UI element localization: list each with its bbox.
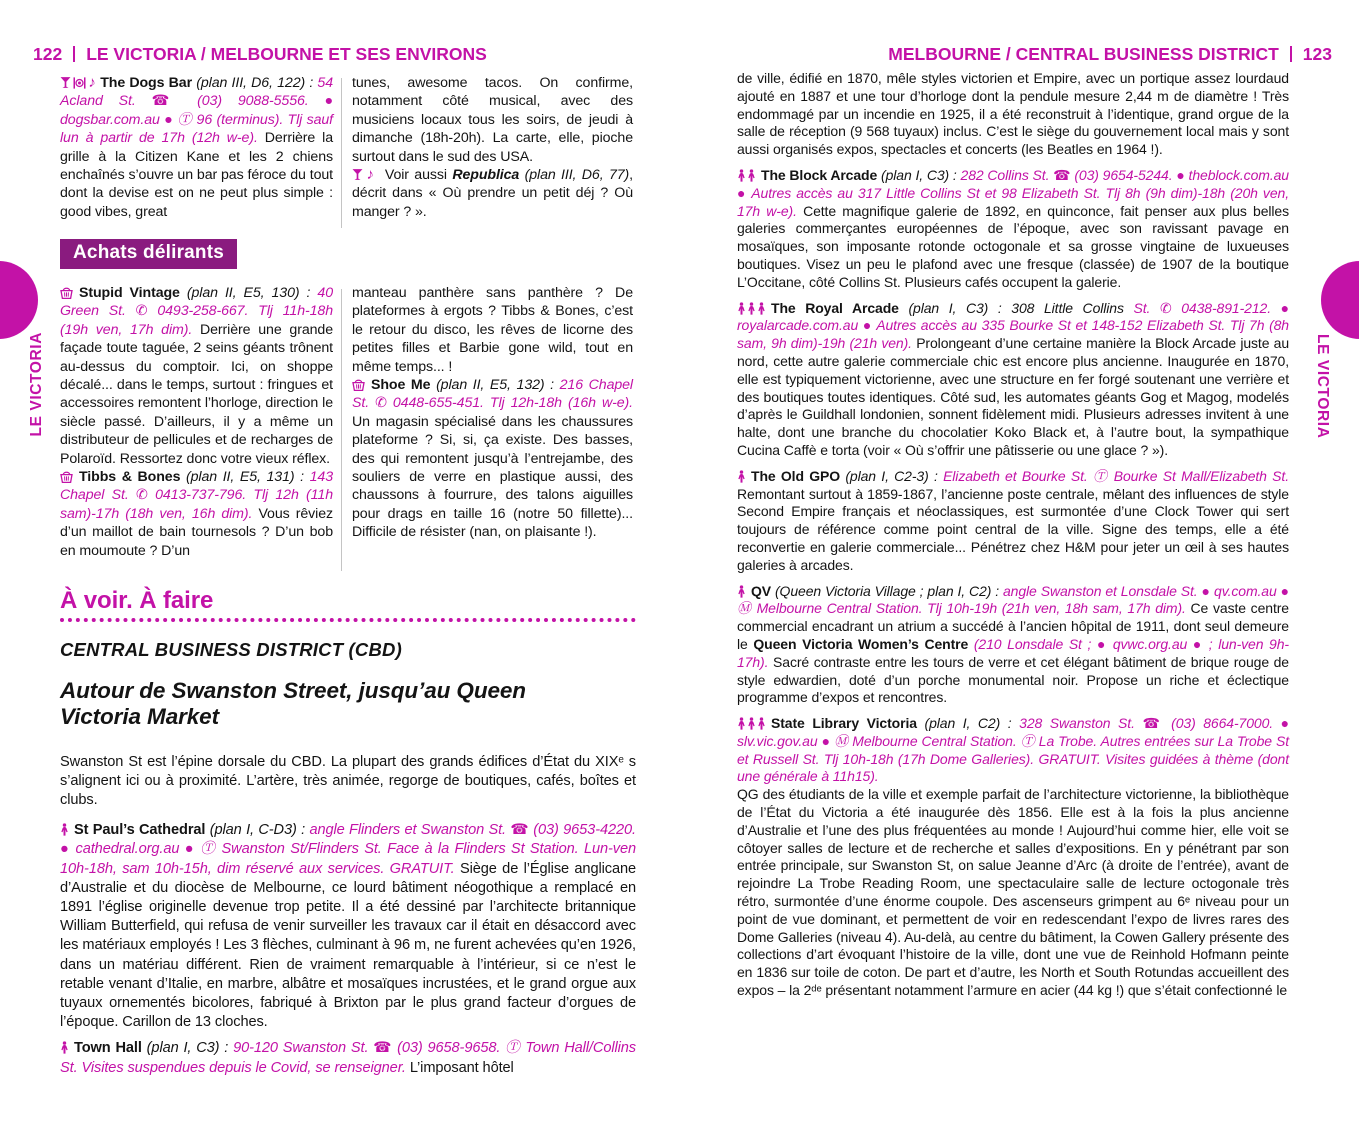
entry-icons: [60, 469, 75, 485]
entry-contact-info: 328 Swanston St. ☎ (03) 8664-7000. ● slv.vic.gov.au ● Ⓜ Melbourne Central Station. Ⓣ La Trobe. Autres entrées sur La Trobe St et Russell St. Tlj 10h-18h (17h Dome Galleries). GRATUIT. Visites guidées à thème (dont une générale à 11h15).: [737, 715, 1290, 785]
entry-description: Vous rêviez d’un maillot de bain tournesols ? D’un bob en moumoute ? D’un: [60, 505, 333, 559]
entry-shoe-me: [352, 376, 633, 542]
right-edge-tab: [1321, 261, 1359, 339]
entry-icons: [352, 377, 367, 393]
section-heading-a-voir-a-faire: À voir. À faire: [60, 587, 214, 614]
entry-icons: [737, 300, 767, 316]
entry-name: The Dogs Bar: [100, 75, 197, 91]
entry-icons: [737, 583, 747, 599]
person-icon: [737, 169, 746, 182]
entry-description: Cette magnifique galerie de 1892, en quinconce, fait penser aux plus belles galeries commerçantes européennes de l’époque, avec son ravissant pavage en mosaïques, son imposante rotonde octogonale et sa grosse vingtaine de luxueuses boutiques. Visez un peu le plafond avec une fresque (classée) de 1907 de la boutique L’Occitane, côté Collins St. Plusieurs cafés occupent la galerie.: [737, 202, 1289, 290]
bar-icon: [60, 76, 71, 89]
column-divider: [341, 78, 342, 228]
right-page-number: 123: [1302, 44, 1332, 64]
entry-plan: (plan I, C-D3) :: [209, 822, 310, 839]
entry-name: The Royal Arcade: [771, 299, 909, 316]
person-icon: [747, 717, 756, 730]
entry-description: Prolongeant d’une certaine manière la Block Arcade juste au nord, cette autre galerie commerciale chic est encore plus ancienne. Inaugurée en 1870, elle est typiquement victorienne, avec une structure en fer forgé soutenant une verrière et des boutiques toutes identiques. Côté sud, les automates géants Gog et Magog, modelés d’après le Guildhall londonien, sonnent fidèlement midi. Plusieurs adresses invitent à une halte, dont une branche du chocolatier Koko Black et, à l’autre bout, la sympathique Cucina Caffè e torta (voir « Où s’offrir une pâtisserie ou une glace ? »).: [737, 335, 1290, 458]
tibbs-bones-continuation: manteau panthère sans panthère ? De plateformes à ergots ? Tibbs & Bones, c’est le retour du disco, les rêves de licorne des petites filles et Barbie gone wild, tout en même temps... !: [352, 285, 633, 375]
entry-plan: (plan I, C3) : 308 Little Collins: [908, 299, 1134, 316]
person-icon: [757, 717, 766, 730]
entry-republica: [352, 166, 633, 221]
entry-icons: [737, 167, 757, 183]
entry-plan: (plan I, C3) :: [146, 1040, 234, 1057]
entry-contact-info: Elizabeth et Bourke St. Ⓣ Bourke St Mall/Elizabeth St.: [943, 467, 1289, 484]
bar-icon: [352, 168, 363, 181]
entry-icons: [352, 167, 375, 183]
see-also-rest: , décrit dans « Où prendre un petit déj ? Où manger ? ».: [352, 167, 633, 220]
section-banner-achats-delirants: Achats délirants: [60, 239, 237, 269]
entry-contact-info: 282 Collins St. ☎ (03) 9654-5244. ● theblock.com.au ● Autres accès au 317 Little Collins St et 98 Elizabeth St. Tlj 8h (9h dim)-18h (20h ven, 17h w-e).: [737, 166, 1289, 219]
left-page-column1-shopping: [60, 284, 333, 560]
entry-plan: (plan II, E5, 130) :: [186, 285, 318, 301]
entry-contact-info: 143 Chapel St. ✆ 0413-737-796. Tlj 12h (11h sam)-17h (18h ven, 16h dim).: [60, 469, 333, 522]
right-page-header-title: MELBOURNE / CENTRAL BUSINESS DISTRICT: [888, 44, 1279, 64]
left-page-number: 122: [33, 44, 63, 64]
entry-icons: [737, 468, 747, 484]
entry-description: Derrière une grande façade toute taguée, 2 seins géants trônent au-dessus du comptoir. Ici, on shoppe décalé... dans le temps, surtout : fringues et accessoires remontent l’horloge, direction le siècle passé. D’ailleurs, il y a même un distributeur de pellicules et de recharges de Polaroïd. Ressortez donc votre vieux réflex.: [60, 321, 333, 467]
entry-old-gpo: [737, 468, 1289, 575]
entry-description: Ce vaste centre commercial encadrant un atrium a succédé à l’ancien hôpital de 1911, dont seul demeure le: [737, 600, 1289, 652]
entry-icons: [60, 822, 70, 838]
shopping-icon: [60, 470, 73, 483]
entry-icons: [737, 715, 767, 731]
left-page-column1-top: [60, 74, 333, 221]
entry-plan: (Queen Victoria Village ; plan I, C2) :: [775, 582, 1003, 599]
person-icon: [60, 1041, 69, 1054]
entry-plan: (plan III, D6, 122) :: [196, 75, 318, 91]
entry-name: St Paul’s Cathedral: [74, 822, 210, 839]
entry-name: Town Hall: [74, 1040, 147, 1057]
header-separator: [73, 46, 75, 62]
entry-icons: [60, 1040, 70, 1056]
entry-contact-info: 216 Chapel St. ✆ 0448-655-451. Tlj 12h-18h (16h w-e).: [352, 377, 633, 412]
entry-st-pauls-cathedral: [60, 821, 636, 1032]
district-heading: CENTRAL BUSINESS DISTRICT (CBD): [60, 639, 402, 660]
entry-description: L’imposant hôtel: [405, 1059, 514, 1076]
left-page-main-section: [60, 588, 636, 1078]
restaurant-icon: [73, 77, 86, 89]
entry-dogs-bar: [60, 74, 333, 221]
district-intro: Swanston St est l’épine dorsale du CBD. La plupart des grands édifices d’État du XIXᵉ s s’alignent ici ou à proximité. L’artère, très animée, regorge de boutiques, cafés, boîtes et clubs.: [60, 753, 636, 808]
entry-description: Siège de l’Église anglicane d’Australie et du diocèse de Melbourne, ce lourd bâtiment néogothique a remplacé en 1891 l’église originelle devenue trop petite. Il a été dessiné par l’architecte britannique William Butterfield, qui refusa de venir surveiller les travaux car il était en désaccord avec les matériaux employés ! Les 3 flèches, culminant à 96 m, ne furent achevées qu’en 1926, dans un matériau différent. Rien de vraiment remarquable à l’intérieur, si ce n’est le retable venant d’Italie, en marbre, albâtre et mosaïques incrustées, et le grand orgue aux tuyaux ornementés bicolores, fabriqué à Brixton par le plus grand facteur d’orgues de l’époque. Carillon de 13 cloches.: [60, 860, 636, 1031]
person-icon: [737, 585, 746, 598]
entry-plan: (plan I, C3) :: [881, 166, 961, 183]
right-region-tab-label: LE VICTORIA: [1314, 334, 1331, 439]
entry-plan: (plan II, E5, 132) :: [436, 377, 560, 394]
person-icon: [737, 717, 746, 730]
music-icon: ♪: [88, 74, 97, 91]
entry-contact-info: 54 Acland St. ☎ (03) 9088-5556. ● dogsbar.com.au ● Ⓣ 96 (terminus). Tlj sauf lun à partir de 17h (12h w-e).: [60, 75, 334, 147]
person-icon: [60, 823, 69, 836]
area-heading: Autour de Swanston Street, jusqu’au Queen Victoria Market: [60, 678, 526, 729]
entry-description: Un magasin spécialisé dans les chaussures plateforme ? Si, si, ça existe. Des basses, des qui remontent jusqu’à l’entrejambe, des souliers de verre en plastique aussi, des chaussons à fourrure, des talons aiguilles pour drags en taille 16 (notre 50 fillette)... Difficile de résister (nan, on plaisante !).: [352, 413, 633, 541]
entry-description: Remontant surtout à 1859-1867, l’ancienne poste centrale, mêlant des influences de style Second Empire français et néoclassiques, est surmontée d’une Clock Tower qui sert toujours de référence comme point central de la ville. Signe des temps, elle a été reconvertie en galerie commerciale... Pénétrez chez H&M pour jeter un œil à ses hautes galeries à arcades.: [737, 485, 1289, 573]
left-region-tab-label: LE VICTORIA: [28, 332, 45, 437]
right-page-main: [737, 70, 1289, 1000]
person-icon: [757, 302, 766, 315]
entry-icons: [60, 285, 75, 301]
entry-name: The Old GPO: [751, 467, 846, 484]
state-library-description: QG des étudiants de la ville et exemple parfait de l’architecture victorienne, la bibliothèque de l’État du Victoria a été inaugurée dès 1856. Elle est à la fois la plus ancienne d’Australie et l’une des plus fréquentées au monde ! Aujourd’hui comme hier, elle voit se côtoyer salles de lecture et de recherche et salles d’expositions. En y pénétrant par son entrée principale, sur Swanston St, on salue Jeanne d’Arc (à droite de l’entrée), avant de rejoindre La Trobe Reading Room, une spectaculaire salle de lecture octogonale très rétro, surmontée d’une énorme coupole. Des ascenseurs grimpent au 6ᵉ niveau pour un point de vue dominant, et permettent de voir en redescendant l’expo de livres rares des Dome Galleries (niveau 4). Au-delà, au centre du bâtiment, la Cowen Gallery présente des collections d’art évoquant l’histoire de la ville, dont une vue de Reinhold Hofmann peinte en 1836 sur toile de coton. De part et d’autre, les North et South Rotundas accueillent des expos – la 2ᵈᵉ présentant notamment l’armure en acier (44 kg !) que s’était confectionné le: [737, 786, 1289, 999]
entry-block-arcade: [737, 167, 1289, 292]
header-separator: [1290, 46, 1292, 62]
entry-tibbs-bones: [60, 468, 333, 560]
entry-contact-info: 40 Green St. ✆ 0493-258-667. Tlj 11h-18h (19h ven, 17h dim).: [60, 285, 333, 338]
left-page-column2-shopping: [352, 284, 633, 542]
right-page-header: [888, 44, 1332, 65]
column-divider: [341, 289, 342, 571]
shopping-icon: [60, 286, 73, 299]
see-also-text: Voir aussi: [379, 167, 453, 184]
entry-name: State Library Victoria: [771, 715, 925, 732]
entry-name: Shoe Me: [371, 377, 437, 394]
entry-stupid-vintage: [60, 284, 333, 468]
entry-qv: [737, 583, 1289, 708]
qv-women-centre-info: (210 Lonsdale St ; ● qvwc.org.au ● ; lun-ven 9h-17h).: [737, 635, 1289, 670]
entry-plan: (plan III, D6, 77): [519, 167, 630, 184]
entry-name: The Block Arcade: [761, 166, 882, 183]
left-edge-tab: [0, 261, 38, 339]
entry-town-hall: [60, 1039, 636, 1077]
entry-name: Republica: [452, 167, 520, 184]
entry-state-library: [737, 715, 1289, 786]
entry-royal-arcade: [737, 300, 1289, 460]
dogs-bar-continuation: tunes, awesome tacos. On confirme, notamment côté musical, avec des musiciens locaux tous les soirs, de jeudi à dimanche (18h-20h). La carte, elle, pioche surtout dans le sud des USA.: [352, 75, 633, 165]
left-page-header-title: LE VICTORIA / MELBOURNE ET SES ENVIRONS: [86, 44, 487, 64]
person-icon: [747, 302, 756, 315]
entry-name: Tibbs & Bones: [79, 469, 187, 486]
person-icon: [737, 470, 746, 483]
shopping-icon: [352, 378, 365, 391]
entry-name: Stupid Vintage: [79, 285, 187, 301]
entry-contact-info: angle Swanston et Lonsdale St. ● qv.com.au ● Ⓜ Melbourne Central Station. Tlj 10h-19h (21h ven, 18h sam, 17h dim).: [737, 582, 1289, 617]
entry-plan: (plan I, C2-3) :: [845, 467, 944, 484]
person-icon: [737, 302, 746, 315]
entry-description: Derrière la grille à la Citizen Kane et les 2 chiens enchaînés s’ouvre un bar pas féroce du tout dont la devise est on ne peut plus simple : good vibes, great: [60, 130, 333, 220]
entry-plan: (plan I, C2) :: [924, 715, 1020, 732]
dotted-rule: [60, 618, 636, 622]
entry-plan: (plan II, E5, 131) :: [186, 469, 310, 486]
entry-contact-info: St. ✆ 0438-891-212. ● royalarcade.com.au ● Autres accès au 335 Bourke St et 148-152 Elizabeth St. Tlj 7h (8h sam, 9h dim)-19h (21h ven).: [737, 299, 1289, 352]
left-page-header: [33, 44, 487, 65]
person-icon: [747, 169, 756, 182]
entry-icons: [60, 75, 96, 91]
left-page-column2-top: [352, 74, 633, 221]
entry-name: QV: [751, 582, 775, 599]
town-hall-continuation: de ville, édifié en 1870, mêle styles victorien et Empire, avec un portique assez lourdaud ajouté en 1887 et une tour d’horloge dont la pendule mesure 2,44 m de diamètre ! Très endommagé par un incendie en 1925, il a été reconstruit à l’identique, grand orgue de la salle de réception (9 568 tuyaux) inclus. C’est le siège du gouvernement local mais y sont aussi organisés expos, spectacles et concerts (les Beatles en 1964 !).: [737, 70, 1289, 158]
entry-description: Sacré contraste entre les tours de verre et cet élégant bâtiment de brique rouge de style edwardien, doté d’un porche monumental noir. Propose un riche et éclectique programme d’expos et rencontres.: [737, 653, 1289, 706]
entry-contact-info: 90-120 Swanston St. ☎ (03) 9658-9658. Ⓣ Town Hall/Collins St. Visites suspendues depuis le Covid, se renseigner.: [60, 1040, 636, 1076]
music-icon: ♪: [365, 166, 376, 184]
entry-contact-info: angle Flinders et Swanston St. ☎ (03) 9653-4220. ● cathedral.org.au ● Ⓣ Swanston St/Flinders St. Face à la Flinders St Station. Lun-ven 10h-18h, sam 10h-15h, dim réservé aux services. GRATUIT.: [60, 822, 636, 877]
qv-women-centre-name: Queen Victoria Women’s Centre: [753, 635, 974, 652]
